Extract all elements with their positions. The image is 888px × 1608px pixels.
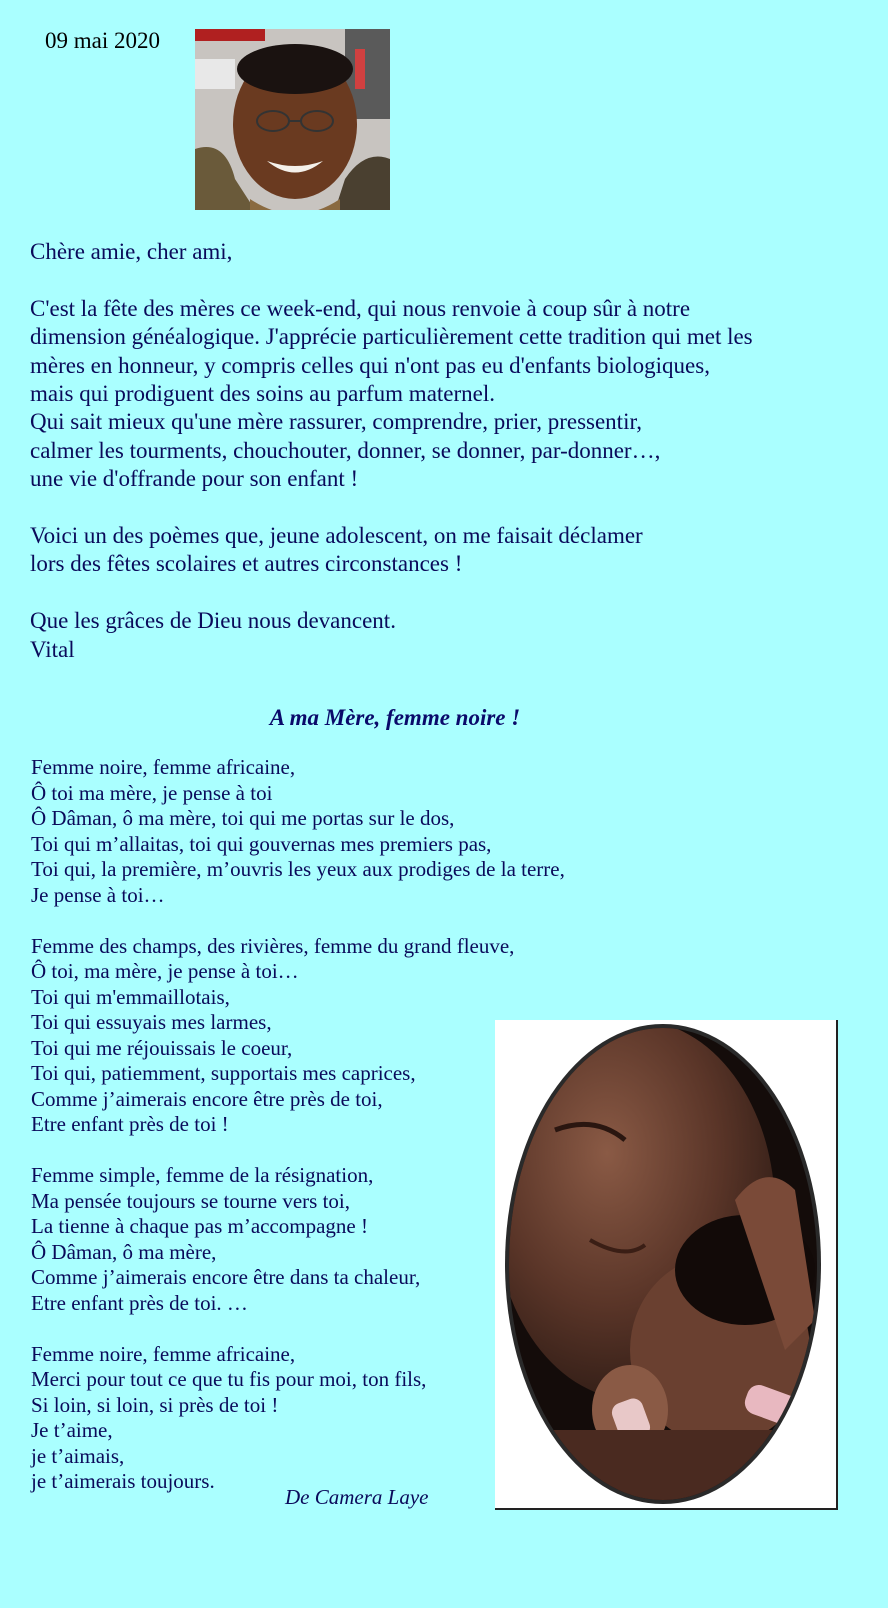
poem-line: Toi qui, patiemment, supportais mes caprices,: [31, 1061, 416, 1085]
letter-line: mères en honneur, y compris celles qui n'ont pas eu d'enfants biologiques,: [30, 352, 710, 378]
poem-line: Si loin, si loin, si près de toi !: [31, 1392, 279, 1417]
mother-child-photo: [495, 1020, 838, 1510]
poem-line: Comme j’aimerais encore être dans ta chaleur,: [31, 1265, 421, 1289]
poem-line: Je pense à toi…: [31, 882, 165, 907]
poem-line: Toi qui me réjouissais le coeur,: [31, 1035, 293, 1060]
poem-author: De Camera Laye: [285, 1485, 429, 1509]
poem-line: Ô toi ma mère, je pense à toi: [31, 780, 273, 805]
letter-body: [30, 238, 860, 692]
poem-line: La tienne à chaque pas m’accompagne !: [31, 1214, 368, 1238]
poem-line: Etre enfant près de toi !: [31, 1112, 229, 1136]
poem-line: Toi qui m’allaitas, toi qui gouvernas mes premiers pas,: [31, 831, 492, 856]
letter-paragraph-1: [30, 295, 860, 494]
poem-line: Etre enfant près de toi. …: [31, 1290, 248, 1315]
poem-line: Toi qui essuyais mes larmes,: [31, 1010, 272, 1034]
poem-line: Comme j’aimerais encore être près de toi,: [31, 1086, 383, 1111]
author-portrait: [195, 29, 390, 210]
poem-line: Ô toi, ma mère, je pense à toi…: [31, 959, 299, 983]
poem-line: je t’aimais,: [31, 1443, 125, 1468]
poem-line: Femme noire, femme africaine,: [31, 1341, 296, 1366]
letter-signature: Vital: [30, 636, 75, 662]
poem-line: Ma pensée toujours se tourne vers toi,: [31, 1188, 351, 1213]
poem-line: Merci pour tout ce que tu fis pour moi, ton fils,: [31, 1367, 427, 1391]
letter-line: calmer les tourments, chouchouter, donner, se donner, par-donner…,: [30, 437, 661, 463]
letter-closing-block: [30, 607, 860, 664]
poem-stanza-1: [31, 755, 671, 908]
poem-line: Femme noire, femme africaine,: [31, 755, 296, 779]
poem-line: Toi qui m'emmaillotais,: [31, 984, 230, 1009]
poem-line: Je t’aime,: [31, 1418, 113, 1442]
date-label: 09 mai 2020: [45, 28, 160, 53]
letter-line: C'est la fête des mères ce week-end, qui nous renvoie à coup sûr à notre: [30, 295, 691, 321]
letter-line: mais qui prodiguent des soins au parfum maternel.: [30, 381, 496, 407]
letter-closing: Que les grâces de Dieu nous devancent.: [30, 608, 396, 634]
poem-line: je t’aimerais toujours.: [31, 1469, 215, 1493]
poem-line: Femme des champs, des rivières, femme du grand fleuve,: [31, 933, 515, 958]
poem-line: Toi qui, la première, m’ouvris les yeux aux prodiges de la terre,: [31, 857, 565, 881]
poem-line: Femme simple, femme de la résignation,: [31, 1163, 374, 1187]
letter-line: dimension généalogique. J'apprécie particulièrement cette tradition qui met les: [30, 324, 753, 350]
letter-paragraph-2: [30, 522, 860, 579]
letter-line: une vie d'offrande pour son enfant !: [30, 466, 359, 492]
poem-line: Ô Dâman, ô ma mère, toi qui me portas sur le dos,: [31, 806, 455, 830]
letter-line: lors des fêtes scolaires et autres circonstances !: [30, 551, 463, 577]
letter-line: Voici un des poèmes que, jeune adolescent, on me faisait déclamer: [30, 523, 643, 549]
letter-greeting: Chère amie, cher ami,: [30, 239, 233, 264]
poem-line: Ô Dâman, ô ma mère,: [31, 1239, 217, 1264]
poem-title: A ma Mère, femme noire !: [269, 705, 521, 730]
letter-line: Qui sait mieux qu'une mère rassurer, comprendre, prier, pressentir,: [30, 409, 642, 435]
